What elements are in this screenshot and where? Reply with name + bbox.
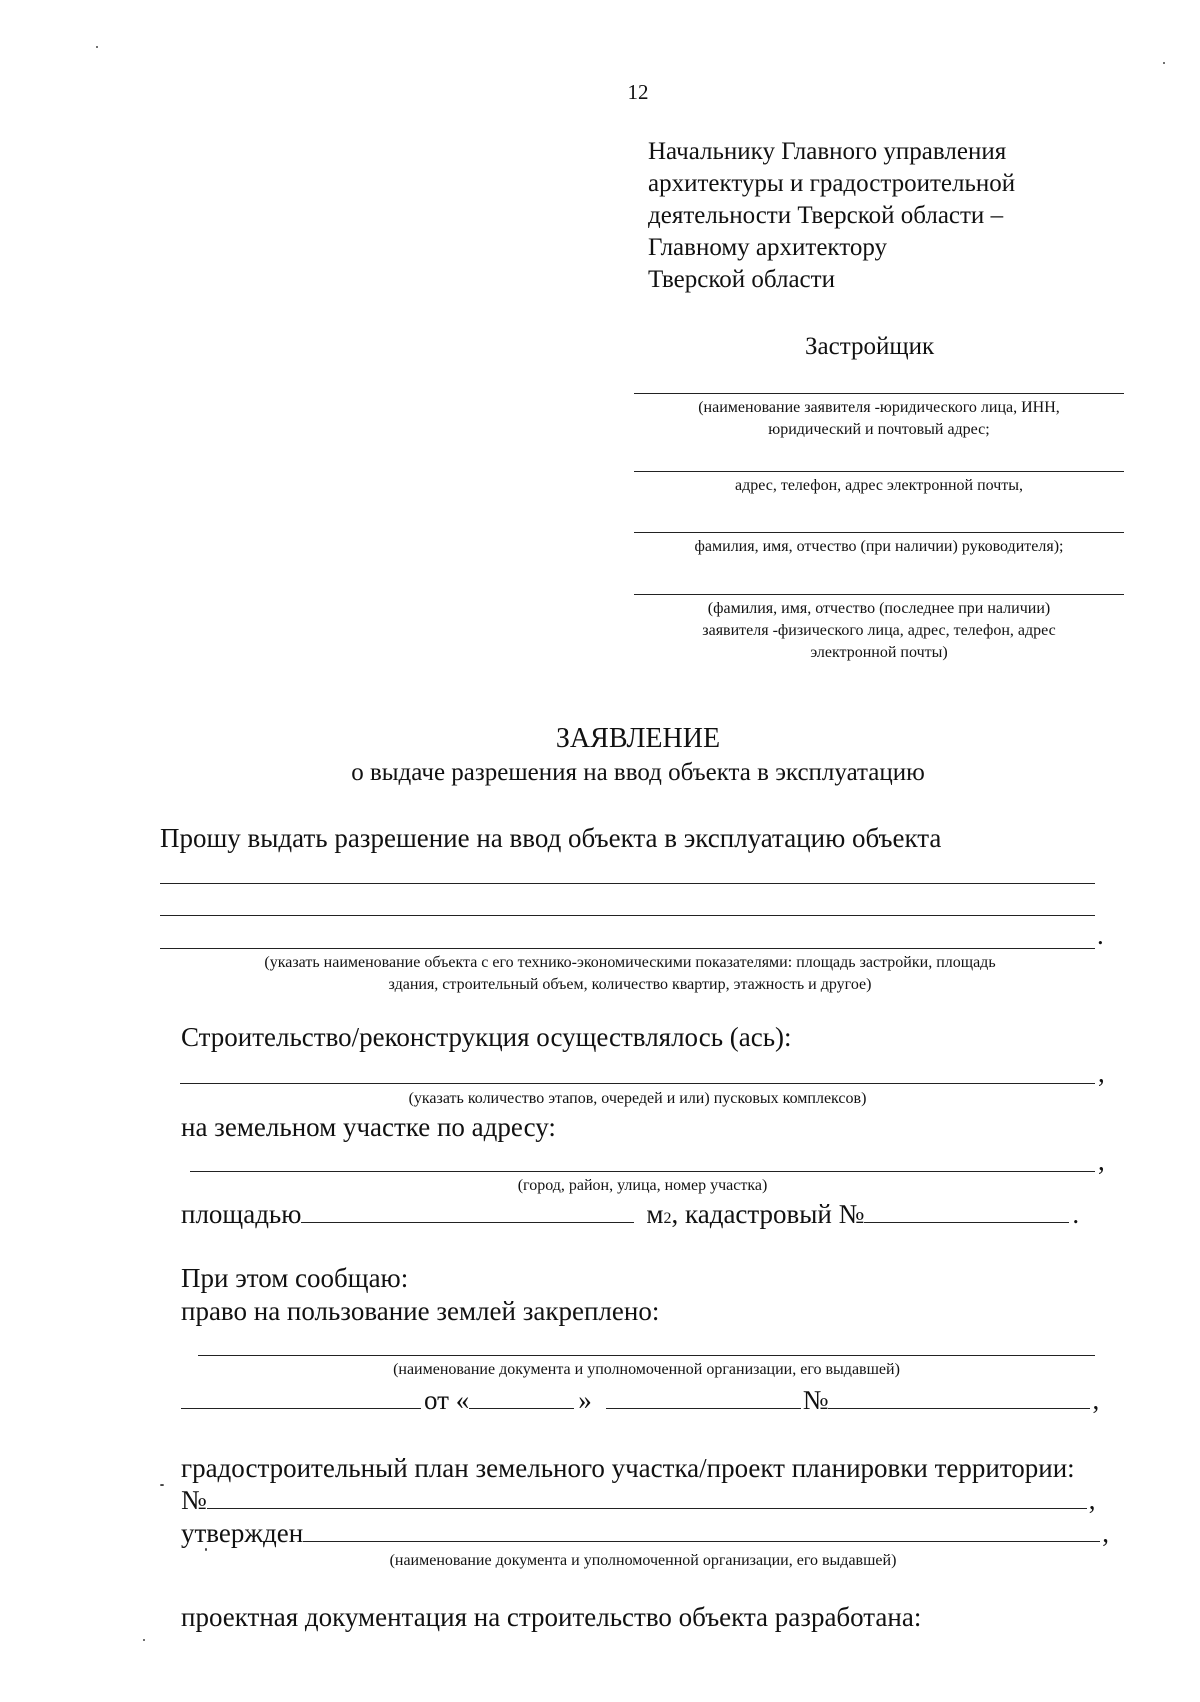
- area-unit: м: [646, 1199, 664, 1229]
- object-line-1[interactable]: [160, 883, 1095, 884]
- inform-text: При этом сообщаю:: [181, 1263, 409, 1293]
- approved-row: [181, 1518, 1109, 1549]
- number-sign: №: [802, 1385, 829, 1415]
- doc-hint-2: (наименование документа и уполномоченной организации, его выдавшей): [389, 1552, 897, 1569]
- gpzu-number-input-line[interactable]: [207, 1486, 1087, 1509]
- developer-hint-2: адрес, телефон, адрес электронной почты,: [734, 477, 1024, 494]
- land-address-text: на земельном участке по адресу:: [181, 1112, 556, 1142]
- developer-hint-4: [634, 598, 1124, 664]
- scan-speck: [143, 1639, 145, 1641]
- hint-line: здания, строительный объем, количество квартир, этажность и другое): [388, 976, 872, 993]
- approved-input-line[interactable]: [303, 1519, 1100, 1542]
- gpzu-text: градостроительный план земельного участка/проект планировки территории:: [181, 1453, 1075, 1483]
- address-hint: (город, район, улица, номер участка): [517, 1177, 768, 1194]
- developer-title: Застройщик: [805, 333, 935, 360]
- addressee-line: Главному архитектору: [648, 234, 888, 261]
- area-label: площадью: [181, 1199, 302, 1229]
- scan-speck: [96, 46, 98, 48]
- stages-line[interactable]: [180, 1083, 1095, 1084]
- area-input-line[interactable]: [301, 1200, 634, 1223]
- construction-text: Строительство/реконструкция осуществлялось (ась):: [181, 1022, 792, 1052]
- addressee-block: [648, 136, 1015, 296]
- doc-name-input-line[interactable]: [181, 1386, 421, 1409]
- comma: ,: [1098, 1058, 1105, 1088]
- number-sign: №: [181, 1485, 207, 1515]
- quote-close: »: [578, 1385, 592, 1415]
- addressee-line: архитектуры и градостроительной: [648, 170, 1016, 197]
- developer-name-line[interactable]: [634, 393, 1124, 394]
- period: .: [1072, 1199, 1080, 1229]
- hint-line: заявителя -физического лица, адрес, телефон, адрес: [702, 622, 1056, 639]
- comma: ,: [1102, 1518, 1109, 1548]
- area-row: [181, 1199, 1079, 1230]
- period: .: [1097, 920, 1104, 950]
- address-line[interactable]: [190, 1171, 1095, 1172]
- land-right-line[interactable]: [198, 1355, 1095, 1356]
- doc-number-input-line[interactable]: [828, 1386, 1090, 1409]
- addressee-line: деятельности Тверской области –: [648, 202, 1004, 229]
- developer-hint-1: [634, 397, 1124, 441]
- page-number: 12: [627, 80, 649, 104]
- from-label: от «: [424, 1385, 470, 1415]
- date-input-line[interactable]: [469, 1386, 574, 1409]
- hint-line: (указать наименование объекта с его технико-экономическими показателями: площадь застройки, площадь: [264, 954, 996, 971]
- cadastral-label: , кадастровый №: [671, 1199, 865, 1229]
- hint-line: юридический и почтовый адрес;: [768, 421, 990, 438]
- gpzu-number-row: [181, 1485, 1096, 1516]
- scan-speck: [205, 1548, 207, 1551]
- project-docs-text: проектная документация на строительство объекта разработана:: [181, 1602, 922, 1632]
- comma: ,: [1088, 1485, 1096, 1515]
- doc-hint: (наименование документа и уполномоченной организации, его выдавшей): [393, 1361, 900, 1378]
- comma: ,: [1092, 1385, 1100, 1415]
- hint-line: (наименование заявителя -юридического лица, ИНН,: [698, 399, 1060, 416]
- object-hint: [160, 952, 1100, 996]
- statement-title: ЗАЯВЛЕНИЕ: [555, 723, 721, 754]
- scan-speck: [1163, 62, 1165, 64]
- comma: ,: [1098, 1146, 1105, 1176]
- land-right-text: право на пользование землей закреплено:: [181, 1296, 660, 1326]
- addressee-line: Начальнику Главного управления: [648, 138, 1007, 165]
- hint-line: электронной почты): [810, 644, 948, 661]
- area-unit-sup: 2: [663, 1210, 672, 1227]
- developer-contacts-line[interactable]: [634, 471, 1124, 472]
- hint-line: (фамилия, имя, отчество (последнее при наличии): [707, 600, 1051, 617]
- doc-date-row: [181, 1385, 1099, 1416]
- developer-head-line[interactable]: [634, 532, 1124, 533]
- object-line-2[interactable]: [160, 915, 1095, 916]
- approved-label: утвержден: [181, 1518, 304, 1548]
- object-line-3[interactable]: [160, 948, 1095, 949]
- month-year-input-line[interactable]: [606, 1386, 801, 1409]
- statement-subtitle: о выдаче разрешения на ввод объекта в эксплуатацию: [351, 759, 925, 786]
- addressee-line: Тверской области: [648, 266, 835, 293]
- scan-speck: [160, 1484, 164, 1486]
- stages-hint: (указать количество этапов, очередей и или) пусковых комплексов): [408, 1090, 867, 1107]
- cadastral-input-line[interactable]: [864, 1200, 1069, 1223]
- developer-hint-3: фамилия, имя, отчество (при наличии) руководителя);: [694, 538, 1064, 555]
- request-text: Прошу выдать разрешение на ввод объекта в эксплуатацию объекта: [160, 823, 942, 853]
- individual-applicant-line[interactable]: [634, 594, 1124, 595]
